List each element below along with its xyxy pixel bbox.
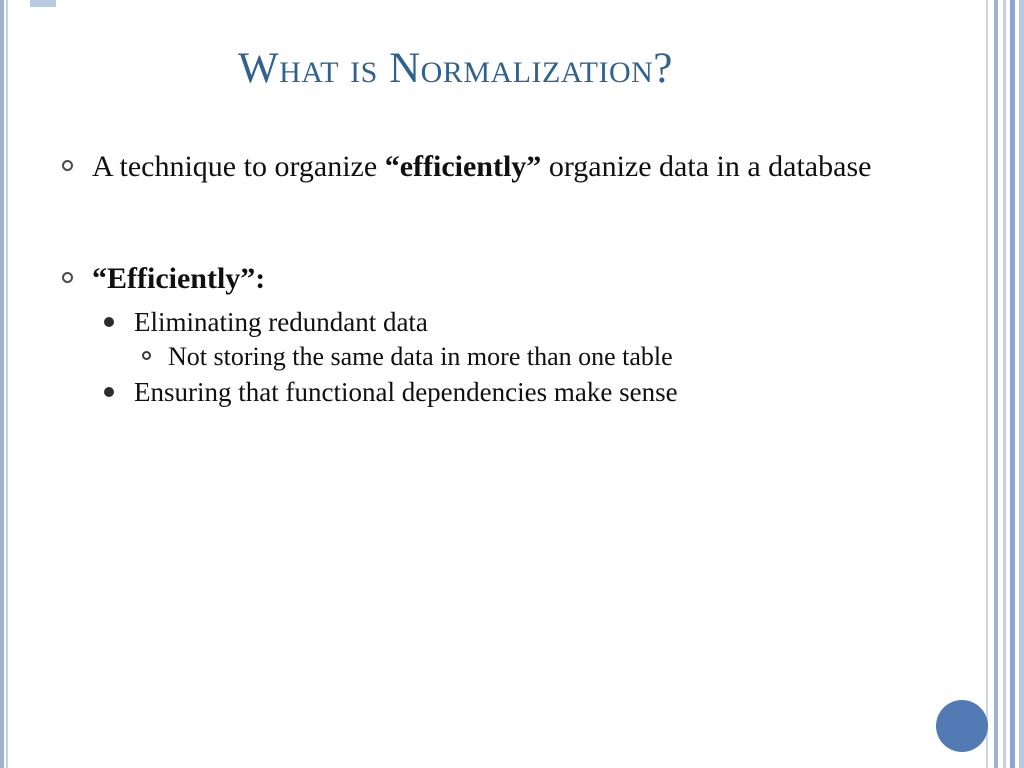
bullet-text-part: Eliminating redundant data bbox=[134, 307, 428, 337]
left-stripe-1 bbox=[0, 0, 4, 768]
circle-decoration bbox=[936, 700, 988, 752]
hollow-circle-bullet-icon bbox=[62, 272, 73, 283]
bullet-item bbox=[52, 148, 972, 186]
bullet-item bbox=[52, 260, 972, 298]
right-stripe-5 bbox=[1019, 0, 1024, 768]
spacer bbox=[52, 192, 972, 260]
corner-mark-decoration bbox=[30, 0, 56, 7]
slide-body bbox=[52, 148, 972, 410]
bullet-text-part: Ensuring that functional dependencies make sense bbox=[134, 377, 678, 407]
filled-circle-bullet-icon bbox=[104, 317, 114, 327]
bullet-item bbox=[52, 374, 972, 410]
slide-title: What is Normalization? bbox=[238, 45, 673, 92]
bullet-text-part: Not storing the same data in more than one table bbox=[168, 342, 673, 371]
filled-circle-bullet-icon bbox=[104, 387, 114, 397]
left-stripe-2 bbox=[6, 0, 8, 768]
bullet-text-part-bold: “Efficiently”: bbox=[92, 262, 266, 295]
bullet-item bbox=[52, 340, 972, 374]
bullet-text-part-bold: “efficiently” bbox=[384, 150, 542, 183]
right-stripe-1 bbox=[986, 0, 988, 768]
bullet-text-part: A technique to organize bbox=[92, 150, 385, 183]
hollow-circle-bullet-icon bbox=[142, 351, 151, 360]
hollow-circle-bullet-icon bbox=[62, 160, 73, 171]
right-stripe-4 bbox=[1010, 0, 1015, 768]
right-stripe-2 bbox=[994, 0, 998, 768]
right-stripe-3 bbox=[1003, 0, 1006, 768]
bullet-text-part: organize data in a database bbox=[541, 150, 872, 183]
bullet-item bbox=[52, 304, 972, 340]
